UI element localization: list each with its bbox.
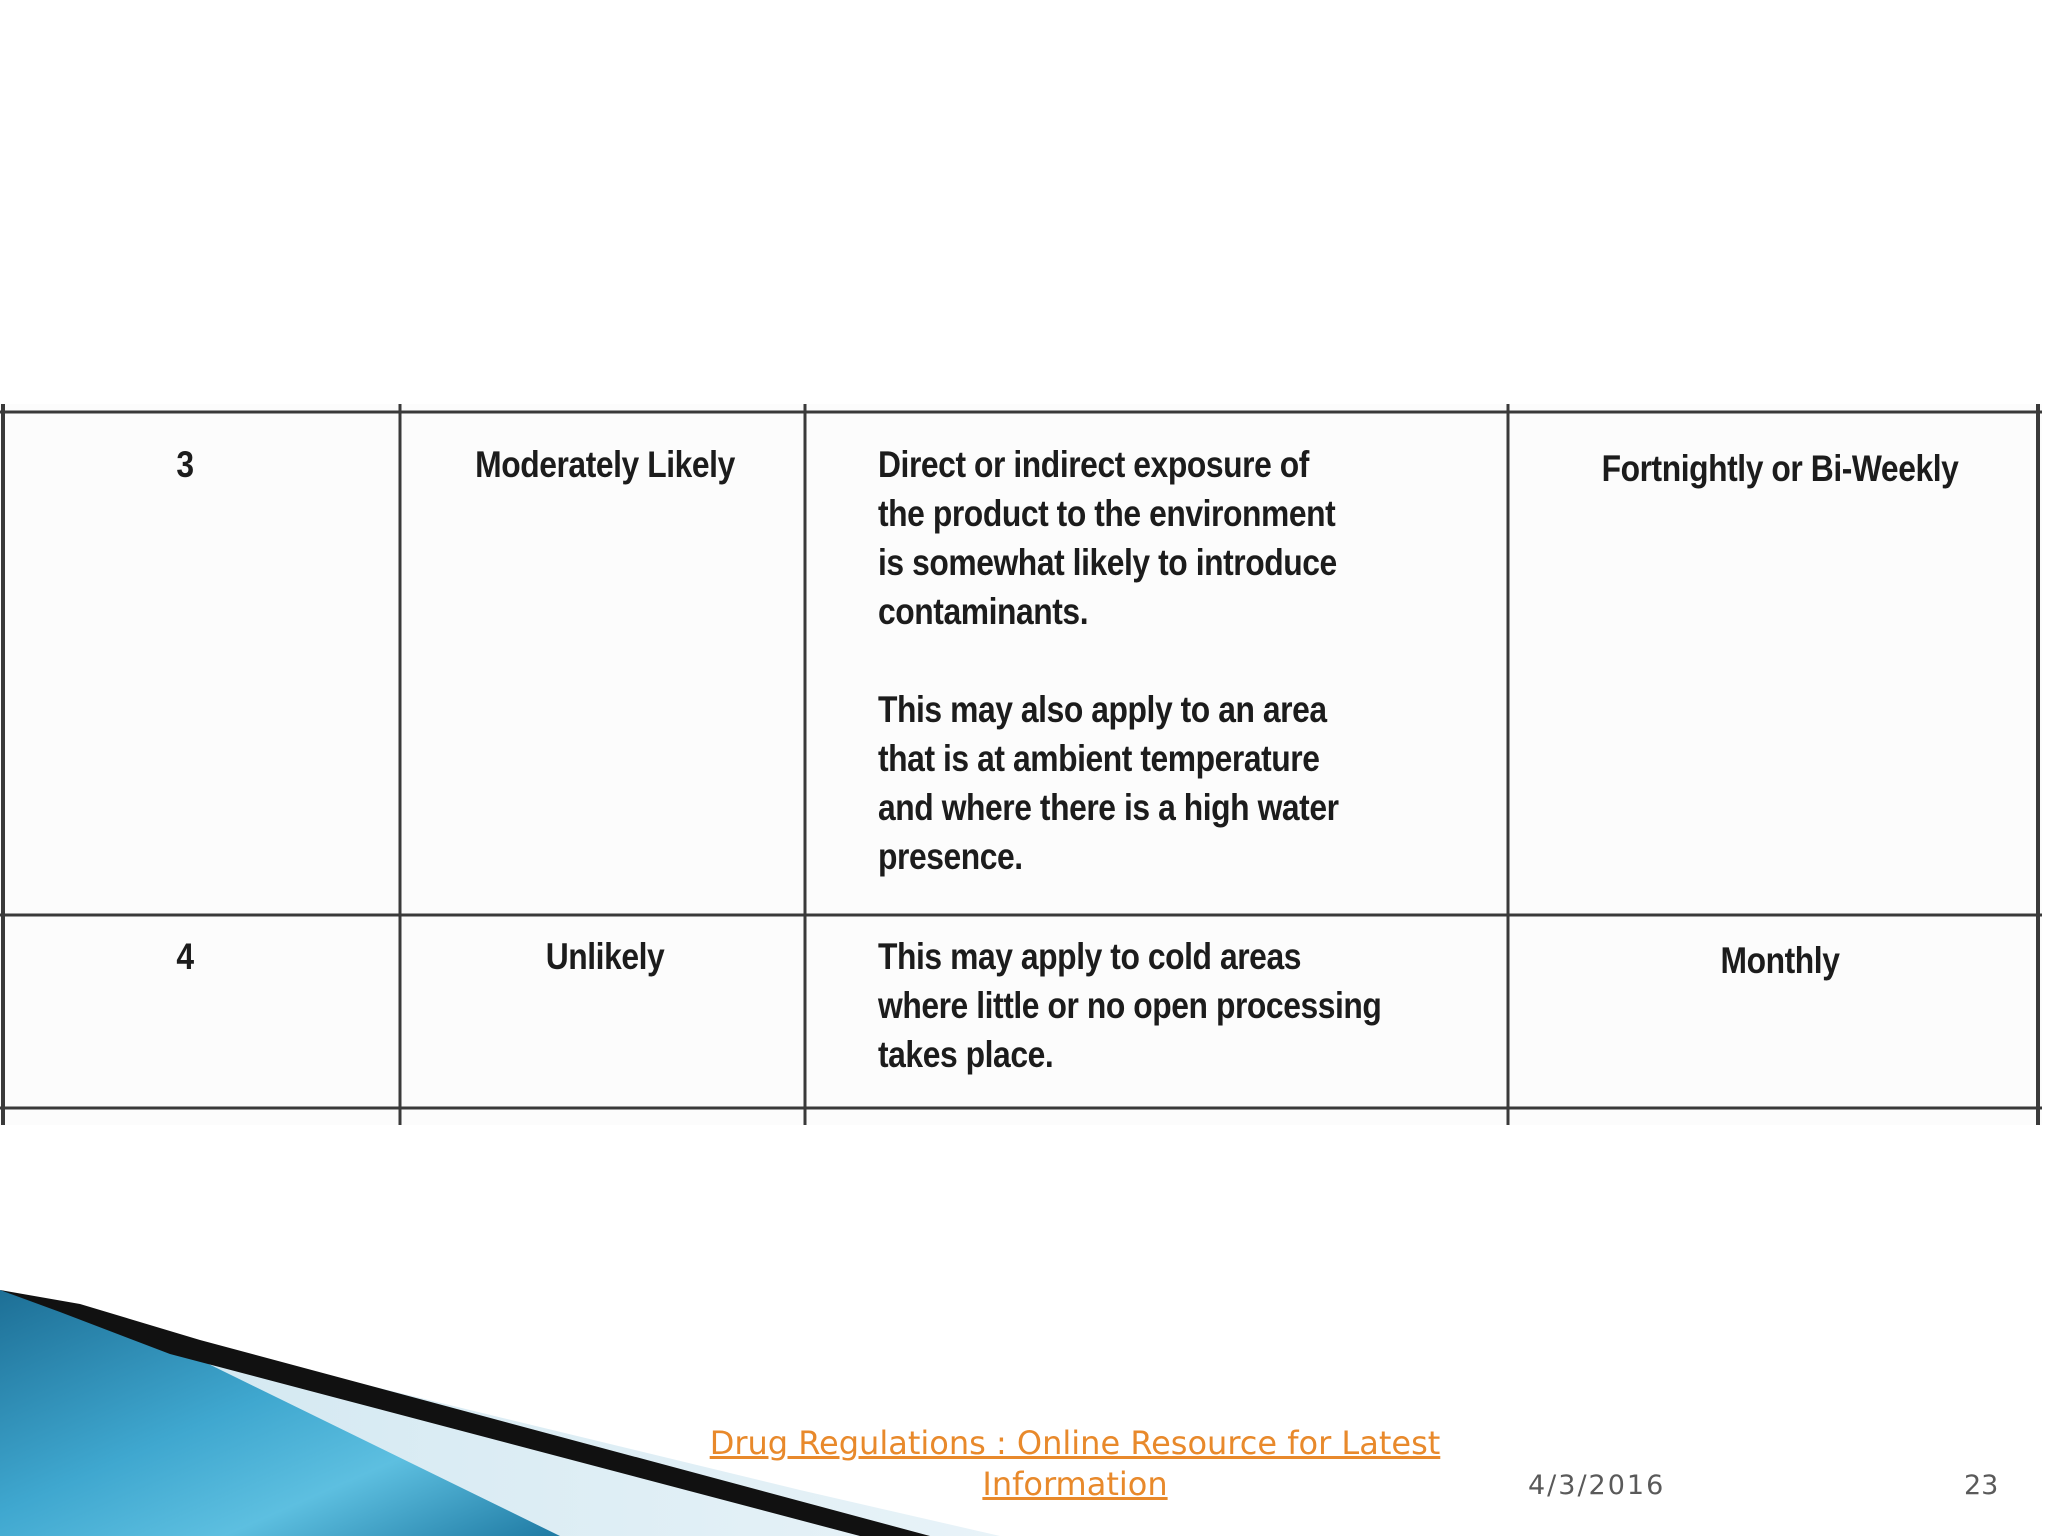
- row-4-description: This may apply to cold areas where little or no open processing takes place.: [878, 936, 1382, 1075]
- footer-date: 4/3/2016: [1528, 1470, 1666, 1501]
- page-number: 23: [1964, 1470, 1999, 1501]
- table-image: [0, 404, 2042, 1125]
- row-3-number: 3: [176, 444, 194, 485]
- row-4-frequency: Monthly: [1720, 940, 1840, 981]
- row-3-description: Direct or indirect exposure of the product to the environment is somewhat likely to introduce contaminants. This may also apply to an area that is at ambient temperature and where there is a high water presence.: [878, 444, 1339, 877]
- row-4-likelihood: Unlikely: [545, 936, 665, 977]
- row-3-frequency: Fortnightly or Bi-Weekly: [1601, 448, 1959, 489]
- row-4-number: 4: [176, 936, 194, 977]
- footer-link[interactable]: Drug Regulations : Online Resource for Latest Information: [709, 1424, 1441, 1503]
- row-3-likelihood: Moderately Likely: [475, 444, 735, 485]
